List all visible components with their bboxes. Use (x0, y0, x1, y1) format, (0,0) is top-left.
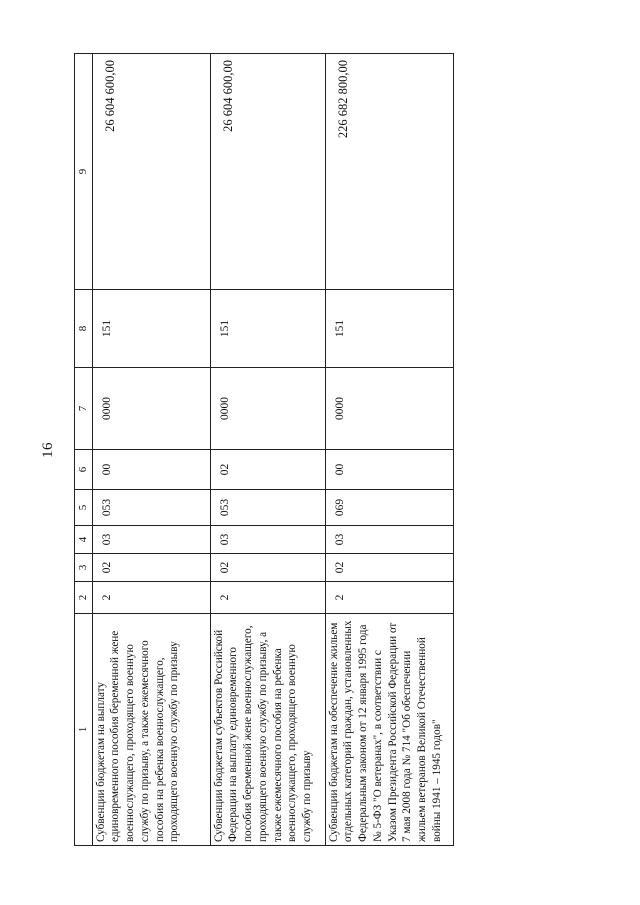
row-amount: 26 604 600,00 (92, 54, 210, 290)
row-amount: 226 682 800,00 (325, 54, 453, 290)
cell-col-4: 03 (210, 526, 325, 554)
cell-col-5: 069 (325, 490, 453, 526)
cell-col-7: 0000 (325, 368, 453, 450)
cell-col-7: 0000 (210, 368, 325, 450)
column-header-5: 5 (75, 490, 93, 526)
row-description: Субвенции бюджетам на выплату единовременного пособия беременной жене военнослужащего, проходящего военную службу по призыву, а также ежемесячного пособия на ребенка военнослужащего, проходящего военную службу по призыву (92, 614, 210, 846)
table-row (92, 54, 210, 846)
budget-table (74, 53, 454, 846)
row-amount: 26 604 600,00 (210, 54, 325, 290)
cell-col-6: 00 (92, 450, 210, 490)
column-header-9: 9 (75, 54, 93, 290)
cell-col-4: 03 (92, 526, 210, 554)
page-number: 16 (40, 442, 56, 458)
cell-col-5: 053 (92, 490, 210, 526)
cell-col-8: 151 (210, 290, 325, 368)
cell-col-5: 053 (210, 490, 325, 526)
table-row (325, 54, 453, 846)
column-header-3: 3 (75, 554, 93, 582)
cell-col-3: 02 (210, 554, 325, 582)
cell-col-4: 03 (325, 526, 453, 554)
cell-col-2: 2 (325, 582, 453, 614)
cell-col-2: 2 (210, 582, 325, 614)
row-description: Субвенции бюджетам на обеспечение жильем отдельных категорий граждан, установленных Федеральным законом от 12 января 1995 года № 5-ФЗ "О ветеранах", в соответствии с Указом Президента Российской Федерации от 7 мая 2008 года № 714 "Об обеспечении жильем ветеранов Великой Отечественной войны 1941 – 1945 годов" (325, 614, 453, 846)
column-header-1: 1 (75, 614, 93, 846)
column-header-7: 7 (75, 368, 93, 450)
table-row (210, 54, 325, 846)
column-header-4: 4 (75, 526, 93, 554)
cell-col-6: 02 (210, 450, 325, 490)
cell-col-8: 151 (92, 290, 210, 368)
column-header-8: 8 (75, 290, 93, 368)
cell-col-6: 00 (325, 450, 453, 490)
column-header-2: 2 (75, 582, 93, 614)
cell-col-2: 2 (92, 582, 210, 614)
cell-col-3: 02 (92, 554, 210, 582)
column-header-6: 6 (75, 450, 93, 490)
landscape-page (40, 54, 554, 846)
cell-col-8: 151 (325, 290, 453, 368)
cell-col-7: 0000 (92, 368, 210, 450)
cell-col-3: 02 (325, 554, 453, 582)
row-description: Субвенции бюджетам субъектов Российской Федерации на выплату единовременного пособия беременной жене военнослужащего, проходящего военную службу по призыву, а также ежемесячного пособия на ребенка военнослужащего, проходящего военную службу по призыву (210, 614, 325, 846)
header-row (75, 54, 93, 846)
